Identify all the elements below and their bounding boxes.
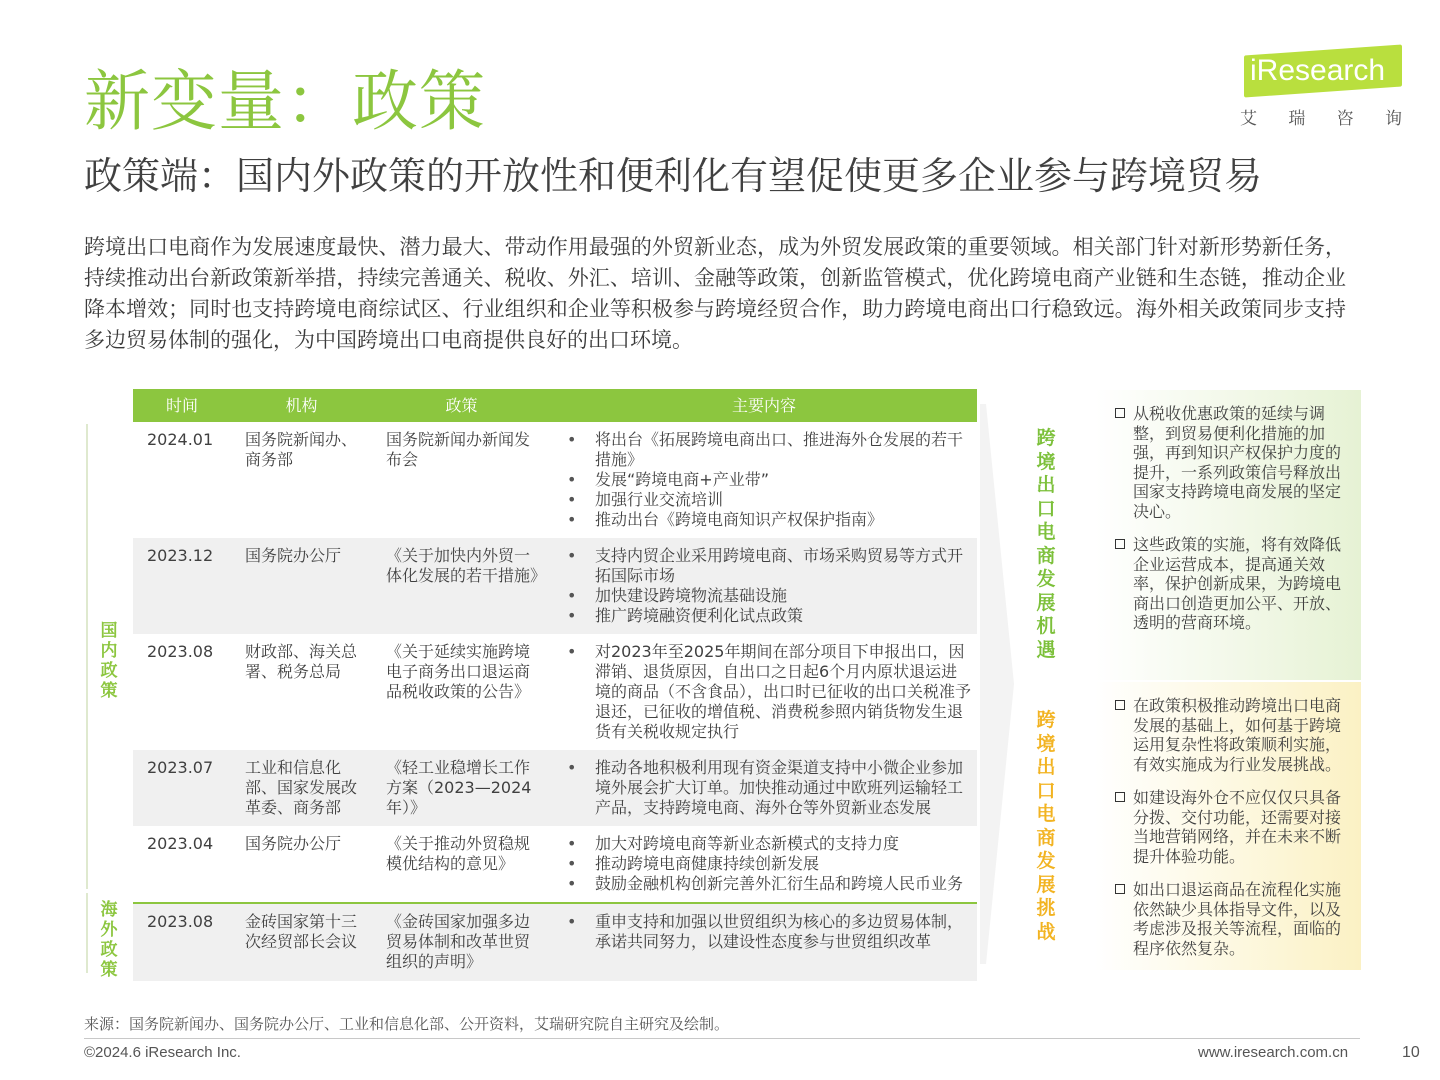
table-header-row <box>133 389 977 422</box>
challenge-item <box>1105 696 1353 774</box>
content-item: • 对2023年至2025年期间在部分项目下申报出口，因滞销、退货原因，自出口之日起6个月内原状退运进境的商品（不含食品），出口时已征收的出口关税准予退还，已征收的增值税、消费税参照内销货物发生退货有关税收规定执行 <box>565 642 971 742</box>
logo-subtitle <box>1240 104 1402 129</box>
table-row <box>133 634 977 750</box>
cell-content <box>551 903 977 981</box>
copyright: ©2024.6 iResearch Inc. <box>84 1044 241 1061</box>
opportunity-item <box>1105 404 1353 521</box>
header-org: 机构 <box>231 389 372 422</box>
challenge-label: 跨境出口电商发展挑战 <box>1036 709 1056 943</box>
content-item: • 加大对跨境电商等新业态新模式的支持力度 <box>565 834 971 854</box>
logo-char: 艾 <box>1240 109 1257 129</box>
cell-time: 2024.01 <box>147 430 214 449</box>
group-divider-line <box>86 893 88 973</box>
cell-policy: 《轻工业稳增长工作方案（2023—2024年）》 <box>372 750 551 826</box>
logo-char: 咨 <box>1336 109 1354 129</box>
cell-content <box>551 422 977 538</box>
opportunity-text: 这些政策的实施，将有效降低企业运营成本，提高通关效率，保护创新成果，为跨境电商出口创造更加公平、开放、透明的营商环境。 <box>1133 535 1342 632</box>
content-item: • 推动各地积极利用现有资金渠道支持中小微企业参加境外展会扩大订单。加快推动通过中欧班列运输轻工产品，支持跨境电商、海外仓等外贸新业态发展 <box>565 758 971 818</box>
cell-content <box>551 750 977 826</box>
header-policy: 政策 <box>372 389 551 422</box>
intro-paragraph: 跨境出口电商作为发展速度最快、潜力最大、带动作用最强的外贸新业态，成为外贸发展政策的重要领域。相关部门针对新形势新任务，持续推动出台新政策新举措，持续完善通关、税收、外汇、培训、金融等政策，创新监管模式，优化跨境电商产业链和生态链，推动企业降本增效；同时也支持跨境电商综试区、行业组织和企业等积极参与跨境经贸合作，助力跨境电商出口行稳致远。海外相关政策同步支持多边贸易体制的强化，为中国跨境出口电商提供良好的出口环境。 <box>84 235 1346 352</box>
opportunity-item <box>1105 535 1353 633</box>
footer-divider <box>84 1038 1360 1039</box>
table-row <box>133 826 977 903</box>
header-content: 主要内容 <box>551 389 977 422</box>
cell-content <box>551 538 977 634</box>
table-row <box>133 422 977 538</box>
page-number: 10 <box>1402 1044 1420 1061</box>
checkbox-icon <box>1115 539 1125 549</box>
cell-time: 2023.08 <box>147 642 214 661</box>
logo-char: 瑞 <box>1288 109 1306 129</box>
content-item: • 推广跨境融资便利化试点政策 <box>565 606 971 626</box>
content-item: • 将出台《拓展跨境电商出口、推进海外仓发展的若干措施》 <box>565 430 971 470</box>
content-item: • 推动出台《跨境电商知识产权保护指南》 <box>565 510 971 530</box>
challenge-item <box>1105 788 1353 866</box>
checkbox-icon <box>1115 408 1125 418</box>
cell-policy: 《关于延续实施跨境电子商务出口退运商品税收政策的公告》 <box>386 642 531 701</box>
cell-policy: 国务院新闻办新闻发布会 <box>386 430 531 469</box>
source-note: 来源：国务院新闻办、国务院办公厅、工业和信息化部、公开资料，艾瑞研究院自主研究及绘制。 <box>84 1015 730 1033</box>
content-item: • 发展“跨境电商+产业带” <box>565 470 971 490</box>
checkbox-icon <box>1115 700 1125 710</box>
table-row <box>133 750 977 826</box>
challenge-panel <box>1095 682 1361 970</box>
checkbox-icon <box>1115 792 1125 802</box>
cell-time: 2023.04 <box>147 834 214 853</box>
website-link[interactable]: www.iresearch.com.cn <box>1198 1044 1349 1061</box>
cell-policy: 《金砖国家加强多边贸易体制和改革世贸组织的声明》 <box>372 903 551 981</box>
cell-org: 国务院新闻办、商务部 <box>245 430 358 469</box>
policy-table <box>133 389 977 981</box>
cell-policy: 《关于加快内外贸一体化发展的若干措施》 <box>372 538 551 634</box>
domestic-policy-label: 国内政策 <box>100 621 118 701</box>
page-subtitle: 政策端：国内外政策的开放性和便利化有望促使更多企业参与跨境贸易 <box>84 154 1263 198</box>
content-item: • 加强行业交流培训 <box>565 490 971 510</box>
page-title: 新变量：政策 <box>84 63 486 140</box>
iresearch-logo <box>1236 44 1406 130</box>
opportunity-text: 从税收优惠政策的延续与调整，到贸易便利化措施的加强，再到知识产权保护力度的提升，一系列政策信号释放出国家支持跨境电商发展的坚定决心。 <box>1133 404 1342 521</box>
cell-time: 2023.12 <box>133 538 231 634</box>
logo-text: iResearch <box>1250 54 1386 87</box>
content-item: • 支持内贸企业采用跨境电商、市场采购贸易等方式开拓国际市场 <box>565 546 971 586</box>
checkbox-icon <box>1115 884 1125 894</box>
cell-org: 财政部、海关总署、税务总局 <box>245 642 358 681</box>
content-item: • 加快建设跨境物流基础设施 <box>565 586 971 606</box>
challenge-item <box>1105 880 1353 958</box>
cell-org: 国务院办公厅 <box>231 538 372 634</box>
table-row <box>133 538 977 634</box>
content-item: • 鼓励金融机构创新完善外汇衍生品和跨境人民币业务 <box>565 874 971 894</box>
opportunity-label: 跨境出口电商发展机遇 <box>1036 427 1056 661</box>
content-item: • 推动跨境电商健康持续创新发展 <box>565 854 971 874</box>
challenge-text: 如出口退运商品在流程化实施依然缺少具体指导文件，以及考虑涉及报关等流程，面临的程序依然复杂。 <box>1133 880 1342 958</box>
challenge-text: 在政策积极推动跨境出口电商发展的基础上，如何基于跨境运用复杂性将政策顺利实施，有效实施成为行业发展挑战。 <box>1133 696 1342 774</box>
cell-policy: 《关于推动外贸稳规模优结构的意见》 <box>386 834 531 873</box>
cell-org: 国务院办公厅 <box>245 834 342 853</box>
group-divider-line <box>86 424 88 889</box>
header-time: 时间 <box>133 389 231 422</box>
cell-time: 2023.07 <box>133 750 231 826</box>
cell-content <box>551 634 977 750</box>
cell-org: 工业和信息化部、国家发展改革委、商务部 <box>231 750 372 826</box>
logo-char: 询 <box>1384 109 1402 129</box>
challenge-text: 如建设海外仓不应仅仅只具备分拨、交付功能，还需要对接当地营销网络，并在未来不断提升体验功能。 <box>1133 788 1342 866</box>
cell-content <box>551 826 977 903</box>
cell-org: 金砖国家第十三次经贸部长会议 <box>231 903 372 981</box>
overseas-policy-label: 海外政策 <box>100 900 118 980</box>
table-row <box>133 903 977 981</box>
chevron-arrow-icon <box>980 404 1016 964</box>
cell-time: 2023.08 <box>133 903 231 981</box>
content-item: • 重申支持和加强以世贸组织为核心的多边贸易体制，承诺共同努力，以建设性态度参与世贸组织改革 <box>565 912 971 952</box>
opportunity-panel <box>1095 390 1361 680</box>
